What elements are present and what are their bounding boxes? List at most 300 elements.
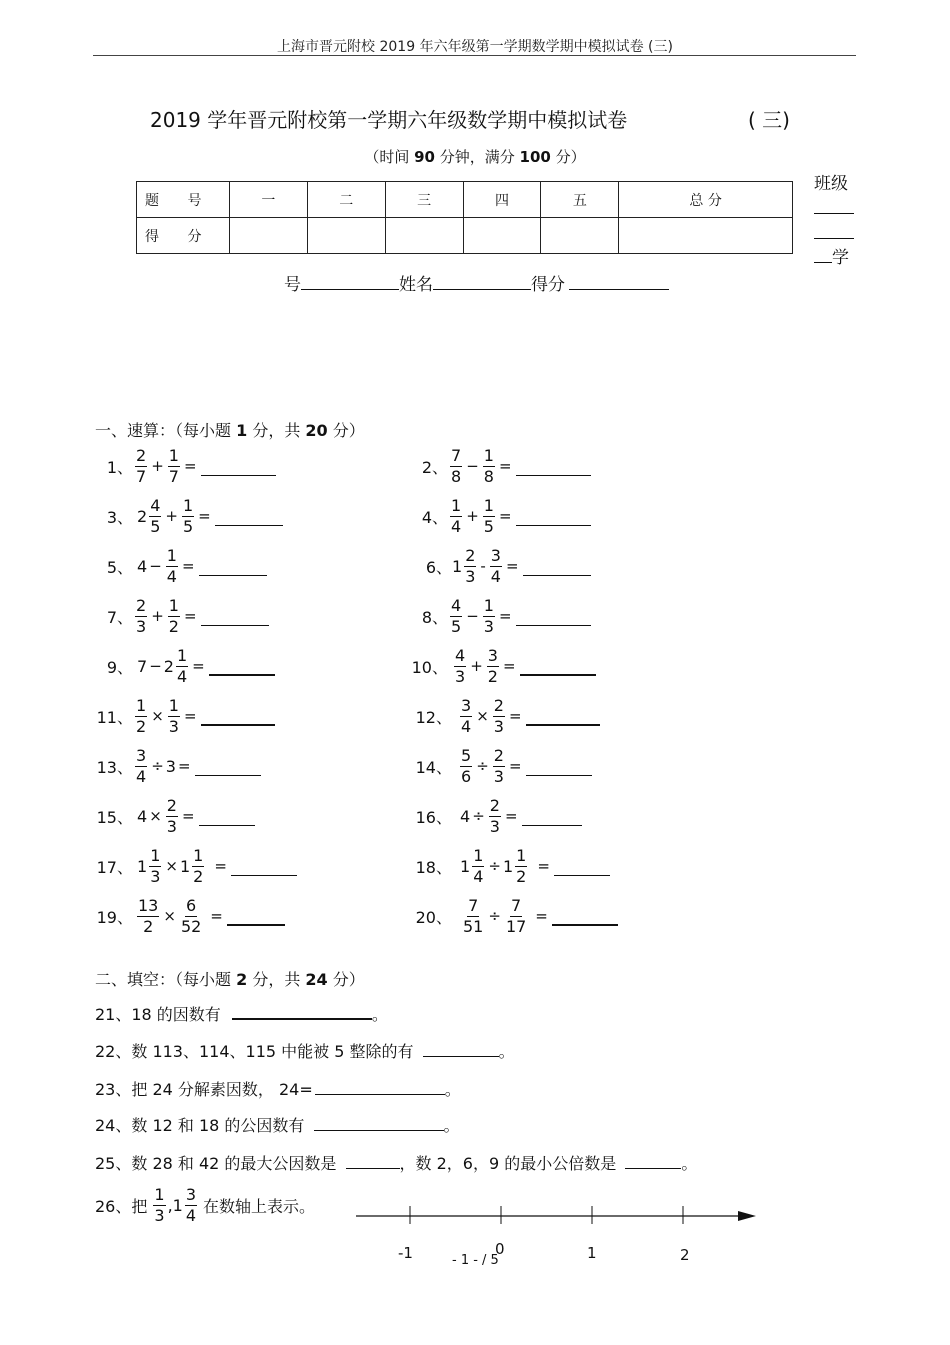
question-number: 11、 (96, 707, 133, 727)
plus-sign: + (151, 607, 164, 625)
numerator: 2 (136, 445, 147, 465)
student-number-blank[interactable] (814, 246, 832, 263)
question-number: 19、 (96, 907, 133, 927)
whole-number: 4 (460, 806, 471, 826)
numerator: 1 (168, 445, 179, 465)
question-number: 10、 (411, 657, 448, 677)
column-header: 四 (463, 182, 541, 218)
answer-blank[interactable] (552, 906, 618, 926)
question-24 (95, 1112, 460, 1136)
fraction (176, 645, 188, 686)
fraction (185, 1184, 197, 1225)
plus-sign: + (165, 507, 178, 525)
minus-sign: − (466, 457, 479, 475)
equals-sign: = (183, 707, 197, 725)
class-blank-line[interactable] (814, 213, 854, 214)
points-value: 1 (236, 421, 248, 440)
numerator: 5 (461, 745, 472, 765)
question-18 (414, 841, 610, 891)
equals-sign: = (508, 757, 522, 775)
question-16 (414, 791, 582, 841)
name-label: 姓名 (399, 275, 433, 295)
question-number: 4、 (421, 507, 448, 527)
denominator: 3 (493, 766, 504, 786)
score-cell[interactable] (541, 218, 619, 254)
page-title: 2019 学年晋元附校第一学期六年级数学期中模拟试卷 (150, 108, 628, 132)
denominator: 5 (150, 516, 161, 536)
question-21 (95, 1000, 388, 1025)
plus-sign: + (470, 657, 483, 675)
fraction (168, 595, 180, 636)
denominator: 3 (465, 566, 476, 586)
numerator: 3 (136, 745, 147, 765)
numerator: 3 (490, 545, 501, 565)
whole-number: 7 (137, 656, 148, 676)
divide-sign: ÷ (476, 757, 489, 775)
fraction (149, 845, 161, 886)
fraction (168, 695, 180, 736)
divide-sign: ÷ (488, 857, 501, 875)
equals-sign: = (183, 607, 197, 625)
denominator: 5 (483, 516, 494, 536)
denominator: 52 (180, 916, 202, 936)
student-number-label: 学 (832, 248, 849, 268)
divide-sign: ÷ (472, 807, 485, 825)
question-8 (410, 591, 591, 641)
question-number: 9、 (106, 657, 133, 677)
denominator: 51 (463, 916, 484, 936)
question-13 (95, 741, 261, 791)
points-value: 2 (236, 970, 248, 989)
whole-number: 2 (137, 506, 148, 526)
denominator: 3 (166, 816, 177, 836)
score-cell[interactable] (230, 218, 308, 254)
denominator: 3 (154, 1205, 165, 1225)
numerator: 3 (461, 695, 472, 715)
question-text: 22、数 113、114、115 中能被 5 整除的有 (95, 1042, 414, 1061)
question-22 (95, 1038, 515, 1062)
equals-sign: = (508, 707, 522, 725)
fraction (168, 445, 180, 486)
fraction (483, 495, 495, 536)
question-text: 23、把 24 分解素因数， 24= (95, 1080, 313, 1099)
equals-sign: = (181, 807, 195, 825)
whole-number: 1 (137, 856, 148, 876)
denominator: 17 (505, 916, 527, 936)
numerator: 4 (150, 495, 161, 515)
fraction (460, 695, 472, 736)
equals-sign: = (537, 857, 550, 875)
question-25 (95, 1150, 697, 1174)
numerator: 1 (483, 445, 494, 465)
denominator: 2 (136, 716, 147, 736)
tick-label: -1 (398, 1244, 413, 1262)
fraction (472, 845, 484, 886)
answer-blank[interactable] (195, 757, 261, 776)
comma-mixed-number: ,1 (167, 1195, 183, 1215)
numerator: 1 (150, 845, 161, 865)
equals-sign: = (498, 507, 512, 525)
equals-sign: = (198, 507, 211, 525)
tick-label: 2 (680, 1246, 690, 1264)
numerator: 1 (516, 845, 527, 865)
minus-sign: − (149, 657, 162, 675)
fraction (487, 645, 499, 686)
question-number: 5、 (106, 557, 133, 577)
numerator: 7 (468, 895, 479, 915)
question-number: 13、 (96, 757, 133, 777)
numerator: 7 (511, 895, 522, 915)
answer-blank[interactable] (227, 906, 285, 926)
tick-label: 0 (495, 1240, 505, 1258)
fraction (460, 745, 472, 786)
equals-sign: = (192, 657, 205, 675)
denominator: 3 (150, 866, 161, 886)
score-table-score-row (137, 218, 793, 254)
denominator: 4 (461, 716, 472, 736)
numerator: 1 (483, 595, 494, 615)
total-value: 24 (305, 970, 328, 989)
heading-text: 二、填空：（每小题 (95, 970, 237, 989)
times-sign: × (476, 707, 489, 725)
answer-blank[interactable] (201, 706, 275, 726)
numerator: 3 (185, 1184, 197, 1204)
exam-subtitle (0, 146, 950, 167)
heading-text: 分） (327, 421, 365, 440)
numerator: 6 (186, 895, 197, 915)
question-text: 26、把 (95, 1196, 148, 1216)
denominator: 3 (136, 616, 147, 636)
denominator: 8 (451, 466, 462, 486)
question-number: 14、 (415, 757, 452, 777)
numerator: 4 (451, 595, 462, 615)
score-table (136, 181, 793, 254)
fraction (505, 895, 527, 936)
denominator: 4 (490, 566, 501, 586)
equals-sign: = (498, 457, 512, 475)
fraction (483, 595, 495, 636)
score-cell[interactable] (307, 218, 385, 254)
answer-blank[interactable] (201, 607, 269, 626)
numerator: 1 (168, 595, 179, 615)
question-number: 1、 (106, 457, 133, 477)
header-divider (93, 55, 856, 56)
minus-sign: - (480, 557, 486, 575)
question-23 (95, 1076, 461, 1100)
numerator: 1 (168, 695, 179, 715)
period: 。 (498, 1042, 515, 1061)
period: 。 (681, 1154, 698, 1173)
denominator: 5 (182, 516, 194, 536)
fraction (483, 445, 495, 486)
numerator: 3 (487, 645, 498, 665)
fraction (450, 495, 462, 536)
denominator: 4 (176, 666, 188, 686)
column-header: 总 分 (619, 182, 793, 218)
question-4 (410, 491, 591, 541)
fraction (153, 1184, 165, 1225)
answer-blank[interactable] (554, 857, 610, 876)
question-number: 15、 (96, 807, 133, 827)
question-6 (414, 541, 591, 591)
equals-sign: = (177, 757, 191, 775)
equals-sign: = (505, 557, 519, 575)
question-text: ，数 2，6，9 的最小公倍数是 (399, 1154, 617, 1173)
answer-blank[interactable] (520, 656, 596, 676)
numerator: 2 (136, 595, 147, 615)
column-header: 三 (385, 182, 463, 218)
score-blank[interactable] (569, 273, 669, 290)
fraction (493, 745, 505, 786)
denominator: 7 (168, 466, 179, 486)
question-2 (410, 441, 591, 491)
question-15 (95, 791, 255, 841)
fraction (450, 595, 462, 636)
fraction (135, 595, 147, 636)
equals-sign: = (498, 607, 512, 625)
question-number: 16、 (415, 807, 452, 827)
question-9 (95, 641, 275, 691)
denominator: 4 (185, 1205, 197, 1225)
column-header: 五 (541, 182, 619, 218)
numerator: 2 (493, 745, 504, 765)
time-value: 90 (414, 148, 435, 166)
score-value: 100 (519, 148, 551, 166)
question-number: 17、 (96, 857, 133, 877)
fraction (135, 445, 147, 486)
numerator: 1 (136, 695, 147, 715)
heading-text: 一、速算：（每小题 (95, 421, 237, 440)
answer-blank[interactable] (199, 557, 267, 576)
page-number: - 1 - / 5 (452, 1253, 499, 1268)
equals-sign: = (504, 807, 518, 825)
question-5 (95, 541, 267, 591)
question-19 (95, 891, 285, 941)
student-number-fragment (814, 243, 849, 268)
score-cell[interactable] (385, 218, 463, 254)
section-2-heading (95, 967, 365, 990)
fraction (166, 545, 178, 586)
numerator: 2 (493, 695, 504, 715)
fraction (192, 845, 204, 886)
question-20 (414, 891, 618, 941)
numerator: 2 (166, 795, 177, 815)
question-number: 12、 (415, 707, 452, 727)
answer-blank[interactable] (423, 1038, 499, 1057)
whole-number: 4 (137, 806, 148, 826)
answer-blank[interactable] (231, 857, 297, 876)
fraction (180, 895, 202, 936)
question-26 (95, 1180, 315, 1230)
fraction (489, 795, 501, 836)
numerator: 2 (465, 545, 476, 565)
denominator: 4 (473, 866, 484, 886)
numerator: 2 (489, 795, 500, 815)
minus-sign: − (149, 557, 162, 575)
question-number: 7、 (106, 607, 133, 627)
class-label: 班级 (814, 174, 848, 194)
answer-blank[interactable] (232, 1000, 372, 1020)
denominator: 2 (516, 866, 527, 886)
score-cell[interactable] (619, 218, 793, 254)
question-number: 2、 (421, 457, 448, 477)
fraction (493, 695, 505, 736)
answer-blank[interactable] (314, 1112, 444, 1131)
score-cell[interactable] (463, 218, 541, 254)
times-sign: × (149, 807, 162, 825)
answer-blank[interactable] (215, 507, 283, 526)
question-number: 18、 (415, 857, 452, 877)
equals-sign: = (502, 657, 516, 675)
numerator: 1 (166, 545, 177, 565)
question-1 (95, 441, 276, 491)
class-blank-line[interactable] (814, 238, 854, 239)
numerator: 1 (473, 845, 484, 865)
denominator: 2 (143, 916, 154, 936)
numerator: 1 (176, 645, 188, 665)
denominator: 3 (483, 616, 494, 636)
question-3 (95, 491, 283, 541)
question-text: 21、18 的因数有 (95, 1005, 221, 1024)
question-12 (414, 691, 600, 741)
period: 。 (443, 1116, 460, 1135)
number-label: 号 (284, 275, 301, 295)
plus-sign: + (151, 457, 164, 475)
equals-sign: = (181, 557, 195, 575)
row-label-score: 得 分 (137, 218, 230, 254)
fraction (490, 545, 502, 586)
total-value: 20 (305, 421, 328, 440)
answer-blank[interactable] (209, 656, 275, 676)
number-blank[interactable] (301, 273, 399, 290)
heading-text: 分，共 (247, 421, 306, 440)
denominator: 2 (487, 666, 498, 686)
divide-sign: ÷ (151, 757, 164, 775)
numerator: 1 (193, 845, 204, 865)
answer-blank[interactable] (516, 607, 591, 626)
subtitle-text: 分钟，满分 (435, 148, 520, 166)
whole-number: 1 (502, 856, 514, 876)
equals-sign: = (535, 907, 548, 925)
numerator: 1 (451, 495, 462, 515)
fraction (515, 845, 527, 886)
denominator: 8 (483, 466, 494, 486)
numerator: 4 (455, 645, 466, 665)
column-header: 一 (230, 182, 308, 218)
times-sign: × (165, 857, 178, 875)
period: 。 (444, 1080, 461, 1099)
fraction (462, 895, 484, 936)
running-header: 上海市晋元附校 2019 年六年级第一学期数学期中模拟试卷 (三) (277, 39, 673, 55)
row-label-question-number: 题 号 (137, 182, 230, 218)
answer-blank[interactable] (516, 507, 591, 526)
answer-blank[interactable] (201, 457, 276, 476)
question-17 (95, 841, 297, 891)
answer-blank[interactable] (346, 1150, 400, 1169)
fraction (166, 795, 178, 836)
question-11 (95, 691, 275, 741)
denominator: 3 (168, 716, 179, 736)
fraction (464, 545, 476, 586)
whole-number: 4 (137, 556, 148, 576)
question-text: 在数轴上表示。 (203, 1196, 316, 1216)
student-info-line (284, 270, 669, 295)
tick-label: 1 (587, 1244, 597, 1262)
question-number: 3、 (106, 507, 133, 527)
denominator: 3 (493, 716, 504, 736)
times-sign: × (163, 907, 176, 925)
denominator: 7 (136, 466, 147, 486)
title-suffix: ( 三) (748, 108, 790, 132)
whole-number: 1 (452, 556, 463, 576)
denominator: 3 (489, 816, 500, 836)
equals-sign: = (214, 857, 227, 875)
numerator: 1 (182, 495, 194, 515)
question-number: 6、 (425, 557, 452, 577)
denominator: 3 (455, 666, 466, 686)
numerator: 1 (483, 495, 494, 515)
equals-sign: = (183, 457, 197, 475)
numerator: 7 (451, 445, 462, 465)
denominator: 6 (461, 766, 472, 786)
fraction (182, 495, 194, 536)
denominator: 4 (166, 566, 177, 586)
fraction (135, 695, 147, 736)
denominator: 4 (451, 516, 462, 536)
whole-number: 1 (460, 856, 471, 876)
denominator: 4 (136, 766, 147, 786)
answer-blank[interactable] (523, 557, 591, 576)
numerator: 13 (138, 895, 159, 915)
denominator: 2 (193, 866, 204, 886)
question-10 (410, 641, 596, 691)
period: 。 (371, 1005, 388, 1024)
whole-number: 1 (179, 856, 191, 876)
denominator: 2 (168, 616, 179, 636)
column-header: 二 (307, 182, 385, 218)
fraction (149, 495, 161, 536)
answer-blank[interactable] (199, 807, 255, 826)
answer-blank[interactable] (516, 457, 591, 476)
whole-number: 3 (165, 756, 176, 776)
answer-blank[interactable] (522, 807, 582, 826)
score-table-header-row (137, 182, 793, 218)
question-text: 25、数 28 和 42 的最大公因数是 (95, 1154, 337, 1173)
answer-blank[interactable] (315, 1076, 445, 1095)
question-number: 20、 (415, 907, 452, 927)
question-text: 24、数 12 和 18 的公因数有 (95, 1116, 305, 1135)
plus-sign: + (466, 507, 479, 525)
question-7 (95, 591, 269, 641)
denominator: 5 (451, 616, 462, 636)
fraction (454, 645, 466, 686)
minus-sign: − (466, 607, 479, 625)
subtitle-text: 分） (550, 148, 586, 166)
answer-blank[interactable] (526, 757, 592, 776)
number-line[interactable] (350, 1200, 770, 1240)
question-number: 8、 (421, 607, 448, 627)
fraction (137, 895, 159, 936)
arrow-right-icon (738, 1211, 756, 1221)
answer-blank[interactable] (526, 706, 600, 726)
name-blank[interactable] (433, 273, 531, 290)
section-1-heading (95, 418, 365, 441)
answer-blank[interactable] (625, 1150, 681, 1169)
divide-sign: ÷ (488, 907, 501, 925)
question-14 (414, 741, 592, 791)
fraction (135, 745, 147, 786)
equals-sign: = (210, 907, 223, 925)
